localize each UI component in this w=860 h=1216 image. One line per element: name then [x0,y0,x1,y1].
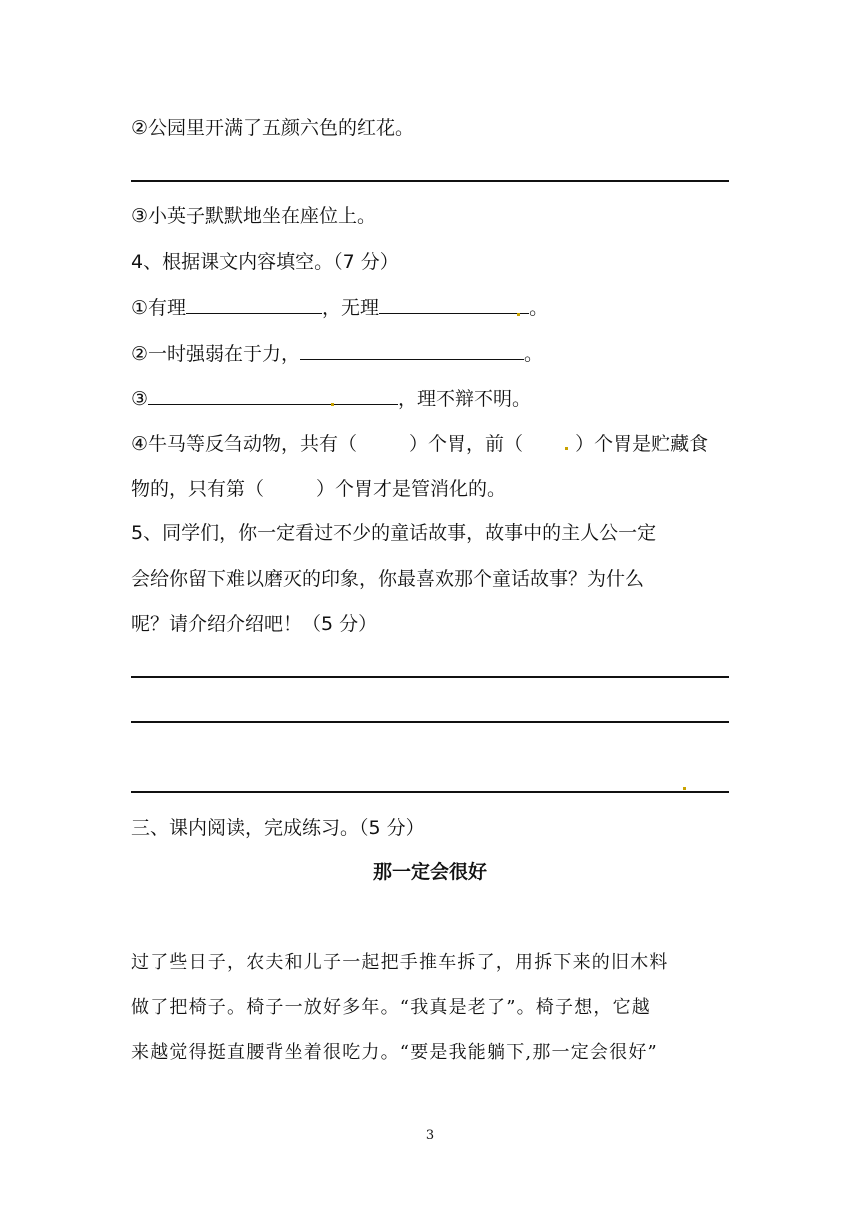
answer-line[interactable] [131,721,729,723]
passage-line-3: 来越觉得挺直腰背坐着很吃力。“要是我能躺下,那一定会很好” [131,1042,658,1063]
question-item-3: ③小英子默默地坐在座位上。 [131,205,377,227]
mark-dot [683,787,686,790]
q5-line-2: 会给你留下难以磨灭的印象，你最喜欢那个童话故事？为什么 [131,568,645,590]
fill-blank[interactable] [300,341,524,360]
question-item-2: ②公园里开满了五颜六色的红花。 [131,117,415,139]
answer-line[interactable] [131,791,729,793]
answer-line[interactable] [131,180,729,182]
mark-dot [517,313,520,316]
q4-line-3 [131,386,531,412]
q4-l3-prefix: ③ [131,388,149,410]
fill-blank[interactable] [186,295,322,314]
q4-line-4 [131,431,708,457]
mark-dot [331,403,334,406]
passage-line-1: 过了些日子，农夫和儿子一起把手推车拆了，用拆下来的旧木料 [131,952,669,973]
q4-l5-a: 物的，只有第（ [131,478,265,500]
q4-line-2 [131,341,543,367]
answer-line[interactable] [131,676,729,678]
q4-l2-end: 。 [524,343,544,365]
q4-l3-end: ，理不辩不明。 [398,388,532,410]
q4-l4-b: ）个胃，前（ [409,433,524,455]
q4-l4-a: ④牛马等反刍动物，共有（ [131,433,358,455]
q5-line-1: 5、同学们，你一定看过不少的童话故事，故事中的主人公一定 [131,522,657,544]
q4-l1-prefix: ①有理 [131,297,187,319]
q4-l5-b: ）个胃才是管消化的。 [316,478,507,500]
q5-line-3: 呢？请介绍介绍吧！（5 分） [131,613,378,635]
q4-l1-end: 。 [529,297,549,319]
q4-l4-c: ）个胃是贮藏食 [575,433,709,455]
section-3-heading: 三、课内阅读，完成练习。（5 分） [131,817,425,839]
q4-l2-prefix: ②一时强弱在于力， [131,343,301,365]
passage-title: 那一定会很好 [372,861,487,883]
q4-heading: 4、根据课文内容填空。（7 分） [131,251,399,273]
mark-dot [565,447,568,450]
q4-l1-mid: ，无理 [322,297,380,319]
q4-line-5 [131,476,506,502]
q4-line-1 [131,295,548,321]
page-number: 3 [425,1128,435,1143]
fill-blank[interactable] [379,295,529,314]
fill-blank[interactable] [148,386,398,405]
passage-line-2: 做了把椅子。椅子一放好多年。“我真是老了”。椅子想，它越 [131,997,652,1018]
